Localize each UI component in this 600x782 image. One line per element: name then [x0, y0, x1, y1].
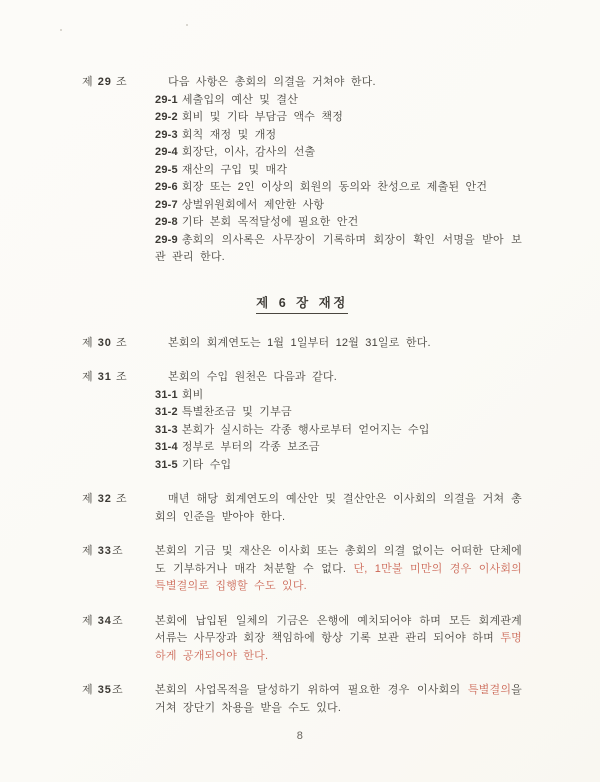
article-subitem: [155, 457, 522, 475]
subitem-text: 기타 수입: [181, 458, 232, 471]
article-paragraph: [155, 335, 522, 353]
subitem-text: 정부로 부터의 각종 보조금: [181, 441, 320, 453]
article-row: [82, 369, 522, 474]
subitem-number: 29-6: [155, 181, 178, 193]
article-paragraph: [155, 369, 522, 387]
article-subitem: [155, 162, 522, 180]
highlighted-text: 특별결의: [467, 684, 512, 696]
subitem-number: 29-2: [155, 111, 178, 123]
subitem-number: 31-4: [155, 441, 178, 453]
article-body: [155, 543, 522, 596]
article-paragraph: [155, 682, 522, 717]
article-subitem: [155, 439, 522, 457]
subitem-text: 상벌위원회에서 제안한 사항: [181, 198, 325, 211]
article-body: [155, 491, 522, 526]
article-row: [82, 682, 522, 717]
highlighted-text: 단, 1만불 미만의 경우 이사회의 특별결의로 집행할 수도 있다.: [155, 562, 522, 592]
article-number-label: 제 32 조: [82, 493, 128, 505]
subitem-text: 회장 또는 2인 이상의 회원의 동의와 찬성으로 제출된 안건: [181, 181, 488, 193]
subitem-number: 29-1: [155, 93, 178, 106]
article-paragraph: [155, 491, 522, 526]
article-row: [82, 74, 522, 267]
article-subitem: [155, 214, 522, 232]
article-subitem: [155, 404, 522, 422]
article-paragraph: [155, 543, 522, 596]
article-number-label: 제 31 조: [82, 371, 128, 383]
subitem-text: 재산의 구입 및 매각: [181, 163, 288, 176]
subitem-text: 세출입의 예산 및 결산: [181, 93, 299, 106]
article-body: [155, 369, 522, 474]
articles-section-top: [82, 74, 522, 267]
article-subitem: [155, 92, 522, 110]
article-number: 30: [97, 336, 112, 349]
subitem-number: 31-1: [155, 388, 178, 401]
article-subitem: [155, 387, 522, 405]
article-number-label: 제 29 조: [82, 76, 128, 88]
subitem-number: 31-2: [155, 406, 178, 418]
article-subitem: [155, 422, 522, 440]
article-body: [155, 74, 522, 267]
article-number-label: 제 30 조: [82, 336, 128, 349]
article-paragraph: [155, 613, 522, 666]
article-number: 34: [97, 614, 112, 627]
article-number-label: 제 33조: [82, 545, 124, 557]
paragraph-text: 본회의 회계연도는 1월 1일부터 12월 31일로 한다.: [168, 336, 431, 349]
article-number-label: 제 34조: [82, 614, 124, 627]
paragraph-text: 매년 해당 회계연도의 예산안 및 결산안은 이사회의 의결을 거쳐 총회의 인준을 받아야 한다.: [155, 493, 522, 523]
article-row: [82, 491, 522, 526]
scan-artifact: [60, 29, 62, 31]
paragraph-text: 본회에 납입된 일체의 기금은 은행에 예치되어야 하며 모든 회계관계 서류는 사무장과 회장 책임하에 항상 기록 보관 관리 되어야 하며: [155, 614, 522, 644]
subitem-number: 29-5: [155, 163, 178, 176]
subitem-text: 기타 본회 목적달성에 필요한 안건: [181, 216, 359, 228]
article-row: [82, 613, 522, 666]
subitem-number: 29-3: [155, 128, 178, 141]
subitem-number: 31-3: [155, 423, 178, 436]
paragraph-text: 다음 사항은 총회의 의결을 거쳐야 한다.: [168, 76, 376, 88]
subitem-number: 29-7: [155, 198, 178, 211]
article-body: [155, 335, 522, 353]
highlighted-text: 투명하게 공개되어야 한다.: [155, 632, 522, 662]
article-subitem: [155, 109, 522, 127]
article-number: 31: [97, 371, 112, 383]
subitem-number: 29-8: [155, 216, 178, 228]
subitem-text: 본회가 실시하는 각종 행사로부터 얻어지는 수입: [181, 423, 430, 436]
article-number: 32: [97, 493, 112, 505]
paragraph-text: 본회의 기금 및 재산은 이사회 또는 총회의 의결 없이는 어떠한 단체에도 기부하거나 매각 처분할 수 없다.: [155, 545, 522, 575]
article-subitem: [155, 232, 522, 267]
article-body: [155, 682, 522, 717]
subitem-number: 29-9: [155, 233, 178, 246]
page-number: 8: [296, 730, 304, 742]
article-number: 33: [97, 545, 112, 557]
chapter-heading: 제 6 장 재정: [256, 293, 348, 314]
subitem-text: 회장단, 이사, 감사의 선출: [181, 146, 316, 158]
article-number-label: 제 35조: [82, 684, 124, 696]
subitem-text: 회칙 재정 및 개정: [181, 128, 277, 141]
article-paragraph: [155, 74, 522, 92]
chapter-heading-row: [82, 293, 522, 314]
article-subitem: [155, 179, 522, 197]
scan-artifact: [186, 24, 188, 26]
subitem-text: 특별찬조금 및 기부금: [181, 406, 292, 418]
article-number: 35: [97, 684, 112, 696]
article-row: [82, 335, 522, 353]
subitem-text: 총회의 의사록은 사무장이 기록하며 회장이 확인 서명을 받아 보관 관리 한다.: [155, 233, 522, 263]
article-row: [82, 543, 522, 596]
article-number: 29: [97, 76, 112, 88]
paragraph-text: 본회의 사업목적을 달성하기 위하여 필요한 경우 이사회의: [155, 684, 468, 696]
subitem-number: 29-4: [155, 146, 178, 158]
paragraph-text: 본회의 수입 원천은 다음과 같다.: [168, 371, 338, 383]
article-subitem: [155, 144, 522, 162]
article-subitem: [155, 197, 522, 215]
articles-section-bottom: [82, 335, 522, 718]
article-subitem: [155, 127, 522, 145]
subitem-text: 회비 및 기타 부담금 액수 책정: [181, 111, 344, 123]
paragraph-text: 을 거쳐 장단기 차용을 받을 수도 있다.: [155, 684, 522, 714]
article-body: [155, 613, 522, 666]
subitem-text: 회비: [181, 388, 204, 401]
subitem-number: 31-5: [155, 458, 178, 471]
